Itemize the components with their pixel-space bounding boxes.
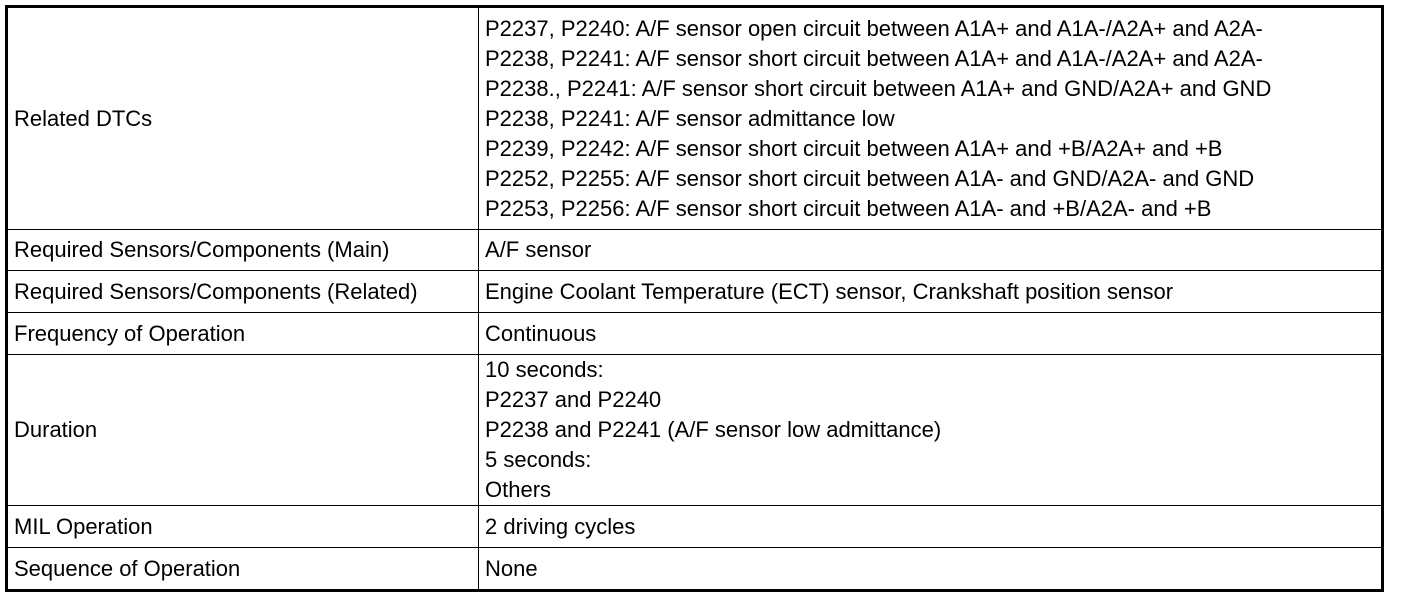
table-row-required-main bbox=[7, 230, 1383, 271]
duration-line: P2238 and P2241 (A/F sensor low admittance) bbox=[485, 417, 942, 442]
dtc-line: P2239, P2242: A/F sensor short circuit between A1A+ and +B/A2A+ and +B bbox=[485, 135, 1223, 161]
required-main-value: A/F sensor bbox=[479, 230, 1383, 271]
sequence-label: Sequence of Operation bbox=[7, 548, 479, 591]
table-row-duration bbox=[7, 355, 1383, 506]
duration-label: Duration bbox=[7, 355, 479, 506]
duration-line: 10 seconds: bbox=[485, 357, 604, 382]
duration-line: Others bbox=[485, 477, 552, 502]
monitor-specification-table bbox=[5, 5, 1384, 592]
mil-operation-label: MIL Operation bbox=[7, 506, 479, 548]
sequence-value: None bbox=[479, 548, 1383, 591]
table-row-required-related bbox=[7, 271, 1383, 313]
table-row-sequence bbox=[7, 548, 1383, 591]
table-row-mil-operation bbox=[7, 506, 1383, 548]
dtc-line: P2237, P2240: A/F sensor open circuit between A1A+ and A1A-/A2A+ and A2A- bbox=[485, 15, 1263, 41]
frequency-value: Continuous bbox=[479, 313, 1383, 355]
dtc-line: P2238, P2241: A/F sensor admittance low bbox=[485, 105, 895, 131]
required-related-label: Required Sensors/Components (Related) bbox=[7, 271, 479, 313]
dtc-line: P2252, P2255: A/F sensor short circuit between A1A- and GND/A2A- and GND bbox=[485, 165, 1255, 191]
related-dtcs-value bbox=[479, 7, 1383, 230]
dtc-line: P2238, P2241: A/F sensor short circuit between A1A+ and A1A-/A2A+ and A2A- bbox=[485, 45, 1263, 71]
required-related-value: Engine Coolant Temperature (ECT) sensor, Crankshaft position sensor bbox=[479, 271, 1383, 313]
dtc-line: P2253, P2256: A/F sensor short circuit between A1A- and +B/A2A- and +B bbox=[485, 195, 1212, 221]
table-row-frequency bbox=[7, 313, 1383, 355]
duration-line: 5 seconds: bbox=[485, 447, 592, 472]
duration-line: P2237 and P2240 bbox=[485, 387, 662, 412]
related-dtcs-label: Related DTCs bbox=[7, 7, 479, 230]
table-row-related-dtcs bbox=[7, 7, 1383, 230]
frequency-label: Frequency of Operation bbox=[7, 313, 479, 355]
mil-operation-value: 2 driving cycles bbox=[479, 506, 1383, 548]
duration-value bbox=[479, 355, 1383, 506]
required-main-label: Required Sensors/Components (Main) bbox=[7, 230, 479, 271]
dtc-line: P2238., P2241: A/F sensor short circuit between A1A+ and GND/A2A+ and GND bbox=[485, 75, 1272, 101]
